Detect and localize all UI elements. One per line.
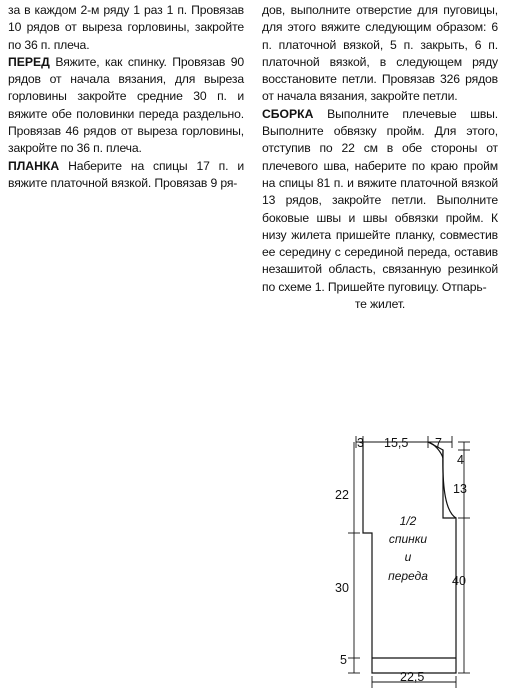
- label-left-body: 30: [335, 581, 349, 595]
- assembly-text: Выполните плечевые швы. Выполните обвязку пройм. Для этого, отступив по 22 см в обе стороны от плечевого шва, наберите по краю пройм на спицы 81 п. и вяжите платочной вязкой 13 рядов, закройте петли. Выполните боковые швы и швы обвязки пройм. К низу жилета пришейте планку, совместив ее середину с серединой переда, оставив незашитой область, связанную резинкой по схеме 1. Пришейте пуговицу. Отпарь-: [262, 106, 498, 294]
- label-top-right: 7: [435, 436, 442, 450]
- label-top-left: 3: [357, 436, 364, 450]
- label-right-neck: 13: [453, 482, 467, 496]
- paragraph-assembly-end: те жилет.: [354, 297, 406, 312]
- label-bottom-width: 22,5: [400, 670, 425, 684]
- paragraph-buttonhole: дов, выполните отверстие для пуговицы, для этого вяжите следующим образом: 6 п. платочной вязкой, 5 п. закрыть, 6 п. платочной вязкой, в следующем ряду восстановите петли. Провязав 326 рядов от начала вязания, закройте петли.: [262, 3, 498, 104]
- placket-text: Наберите на спицы 17 п. и вяжите платочной вязкой. Провязав 9 ря-: [8, 158, 244, 190]
- center-label-line-3: и: [404, 550, 412, 564]
- center-label-line-1: 1/2: [399, 514, 417, 528]
- paragraph-placket: [8, 158, 244, 193]
- paragraph-back-end: за в каждом 2-м ряду 1 раз 1 п. Провязав 10 рядов от выреза горловины, закройте по 36 п. плеча.: [8, 3, 244, 52]
- heading-placket: ПЛАНКА: [8, 158, 60, 173]
- label-right-total: 40: [452, 574, 466, 588]
- heading-front: ПЕРЕД: [8, 54, 50, 69]
- text-column-right: [262, 2, 498, 313]
- label-left-armhole: 22: [335, 488, 349, 502]
- label-right-top: 4: [457, 453, 464, 467]
- paragraph-front: [8, 54, 244, 158]
- vest-pattern-scheme: [330, 430, 480, 692]
- heading-assembly: СБОРКА: [262, 106, 314, 121]
- paragraph-assembly: [262, 106, 498, 296]
- front-text: Вяжите, как спинку. Провязав 90 рядов от начала вязания, для выреза горловины закройте средние 30 п. и вяжите обе половинки переда раздельно. Провязав 46 рядов от выреза горловины, закройте по 36 п. плеча.: [8, 54, 244, 156]
- scheme-labels: [335, 436, 467, 684]
- center-label-line-2: спинки: [388, 532, 428, 546]
- label-top-width: 15,5: [384, 436, 409, 450]
- center-label-line-4: переда: [388, 569, 428, 583]
- label-left-bottom: 5: [340, 653, 347, 667]
- text-column-left: [8, 2, 244, 192]
- scheme-center-label: [388, 514, 428, 583]
